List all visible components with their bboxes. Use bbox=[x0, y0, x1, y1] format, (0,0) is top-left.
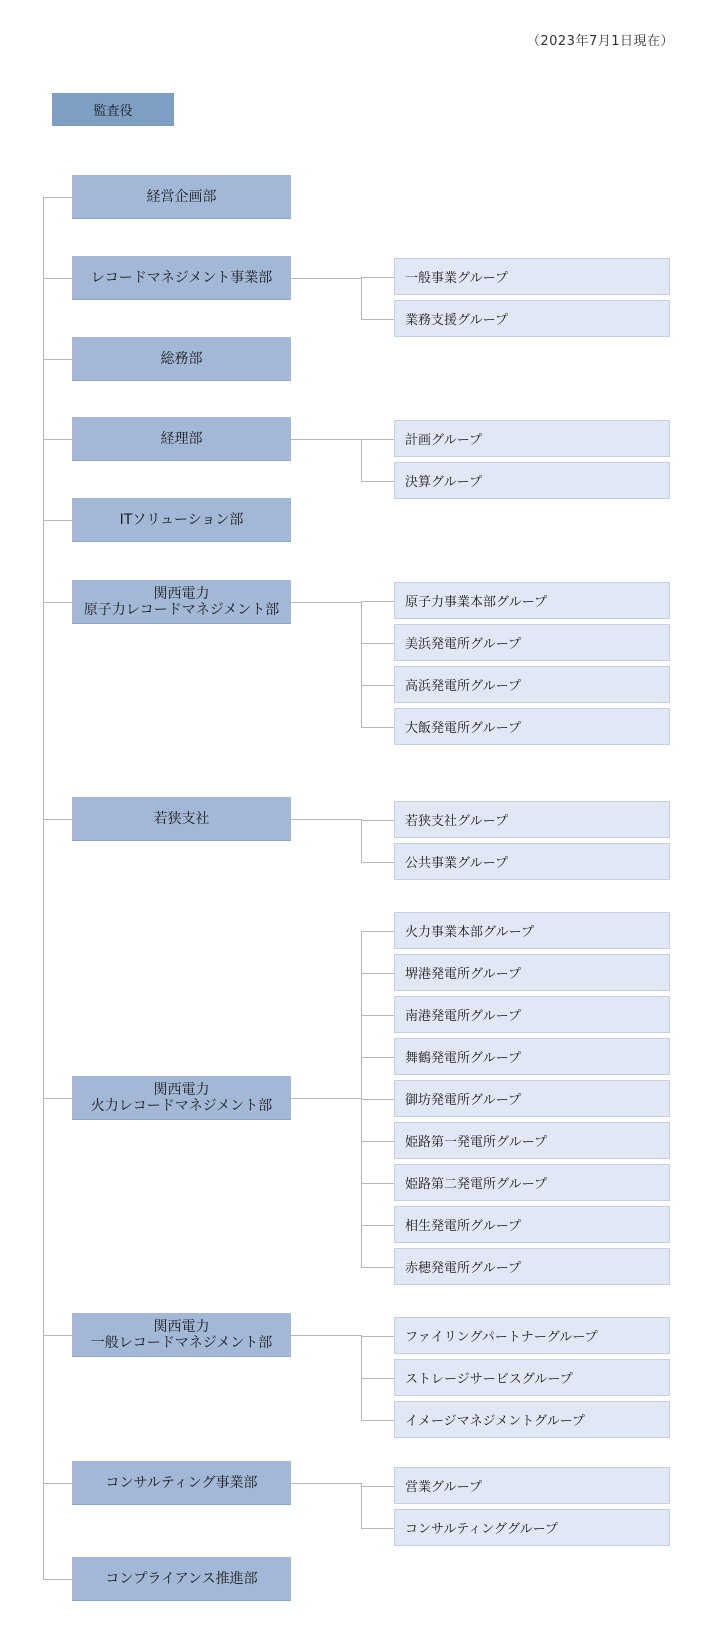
department-label: 経理部 bbox=[160, 430, 203, 447]
group-connector-line bbox=[361, 319, 394, 320]
trunk-branch-line bbox=[43, 520, 72, 521]
group-connector-line bbox=[361, 820, 394, 821]
department-label: 関西電力 bbox=[153, 585, 210, 602]
trunk-branch-line bbox=[43, 197, 72, 198]
group-label: 高浜発電所グループ bbox=[405, 679, 521, 694]
department-label: 関西電力 bbox=[153, 1081, 210, 1098]
group-box bbox=[394, 624, 670, 661]
group-connector-line bbox=[361, 727, 394, 728]
trunk-branch-line bbox=[43, 439, 72, 440]
group-connector-line bbox=[361, 1225, 394, 1226]
group-label: 営業グループ bbox=[405, 1480, 482, 1495]
auditor-box bbox=[52, 93, 174, 126]
group-label: ファイリングパートナーグループ bbox=[405, 1330, 598, 1345]
group-box bbox=[394, 1467, 670, 1504]
group-label: 公共事業グループ bbox=[405, 856, 508, 871]
group-connector-line bbox=[361, 601, 394, 602]
group-bus-line bbox=[361, 601, 362, 728]
group-connector-line bbox=[361, 1378, 394, 1379]
group-box bbox=[394, 1164, 670, 1201]
group-connector-line bbox=[361, 973, 394, 974]
group-connector-line bbox=[361, 685, 394, 686]
group-box bbox=[394, 996, 670, 1033]
group-box bbox=[394, 666, 670, 703]
group-bus-line bbox=[361, 439, 362, 482]
group-bus-line bbox=[361, 819, 362, 863]
trunk-branch-line bbox=[43, 819, 72, 820]
department-box bbox=[72, 1557, 291, 1601]
group-label: コンサルティンググループ bbox=[405, 1522, 559, 1537]
group-label: 相生発電所グループ bbox=[405, 1219, 521, 1234]
group-connector-line bbox=[361, 1183, 394, 1184]
auditor-label: 監査役 bbox=[93, 104, 133, 119]
group-box bbox=[394, 1038, 670, 1075]
group-box bbox=[394, 420, 670, 457]
group-box bbox=[394, 300, 670, 337]
department-label: ITソリューション部 bbox=[119, 511, 244, 528]
group-label: 若狭支社グループ bbox=[405, 814, 508, 829]
group-label: 姫路第一発電所グループ bbox=[405, 1135, 547, 1150]
group-connector-line bbox=[361, 1099, 394, 1100]
department-connector-line bbox=[291, 1098, 361, 1099]
department-label: 原子力レコードマネジメント部 bbox=[83, 601, 280, 618]
group-box bbox=[394, 843, 670, 880]
department-box bbox=[72, 1076, 291, 1120]
trunk-branch-line bbox=[43, 1098, 72, 1099]
department-label: 火力レコードマネジメント部 bbox=[90, 1097, 273, 1114]
group-box bbox=[394, 1122, 670, 1159]
group-label: 原子力事業本部グループ bbox=[405, 595, 547, 610]
department-label: レコードマネジメント事業部 bbox=[90, 269, 273, 286]
department-connector-line bbox=[291, 1335, 361, 1336]
group-box bbox=[394, 582, 670, 619]
group-connector-line bbox=[361, 1420, 394, 1421]
department-box bbox=[72, 337, 291, 381]
group-label: 姫路第二発電所グループ bbox=[405, 1177, 547, 1192]
group-label: 南港発電所グループ bbox=[405, 1009, 521, 1024]
department-box bbox=[72, 417, 291, 461]
group-label: 計画グループ bbox=[405, 433, 482, 448]
group-connector-line bbox=[361, 1336, 394, 1337]
group-label: イメージマネジメントグループ bbox=[405, 1414, 585, 1429]
department-connector-line bbox=[291, 439, 361, 440]
department-label: コンサルティング事業部 bbox=[105, 1474, 258, 1491]
group-box bbox=[394, 801, 670, 838]
group-box bbox=[394, 708, 670, 745]
group-label: 赤穂発電所グループ bbox=[405, 1261, 521, 1276]
department-box bbox=[72, 498, 291, 542]
group-connector-line bbox=[361, 1015, 394, 1016]
department-label: 関西電力 bbox=[153, 1318, 210, 1335]
department-label: 若狭支社 bbox=[153, 810, 210, 827]
group-label: 業務支援グループ bbox=[405, 313, 508, 328]
group-label: 堺港発電所グループ bbox=[405, 967, 521, 982]
group-label: ストレージサービスグループ bbox=[405, 1372, 573, 1387]
department-label: 総務部 bbox=[160, 350, 203, 367]
group-box bbox=[394, 1248, 670, 1285]
group-connector-line bbox=[361, 1486, 394, 1487]
trunk-branch-line bbox=[43, 602, 72, 603]
trunk-branch-line bbox=[43, 1579, 72, 1580]
group-box bbox=[394, 1080, 670, 1117]
group-label: 火力事業本部グループ bbox=[405, 925, 534, 940]
group-connector-line bbox=[361, 439, 394, 440]
trunk-branch-line bbox=[43, 1335, 72, 1336]
group-connector-line bbox=[361, 862, 394, 863]
trunk-branch-line bbox=[43, 359, 72, 360]
group-connector-line bbox=[361, 1528, 394, 1529]
group-box bbox=[394, 1206, 670, 1243]
trunk-branch-line bbox=[43, 278, 72, 279]
group-box bbox=[394, 462, 670, 499]
department-box bbox=[72, 1313, 291, 1357]
trunk-branch-line bbox=[43, 1483, 72, 1484]
group-connector-line bbox=[361, 481, 394, 482]
group-box bbox=[394, 258, 670, 295]
group-connector-line bbox=[361, 1057, 394, 1058]
group-box bbox=[394, 1317, 670, 1354]
department-label: 経営企画部 bbox=[146, 188, 217, 205]
trunk-line bbox=[43, 197, 44, 1580]
group-label: 一般事業グループ bbox=[405, 271, 508, 286]
department-box bbox=[72, 175, 291, 219]
group-bus-line bbox=[361, 277, 362, 320]
group-box bbox=[394, 1509, 670, 1546]
as-of-date: （2023年7月1日現在） bbox=[526, 34, 674, 49]
group-connector-line bbox=[361, 277, 394, 278]
group-label: 美浜発電所グループ bbox=[405, 637, 521, 652]
department-box bbox=[72, 256, 291, 300]
group-connector-line bbox=[361, 1141, 394, 1142]
group-connector-line bbox=[361, 643, 394, 644]
department-label: コンプライアンス推進部 bbox=[105, 1570, 258, 1587]
department-connector-line bbox=[291, 602, 361, 603]
group-box bbox=[394, 1401, 670, 1438]
group-box bbox=[394, 1359, 670, 1396]
group-connector-line bbox=[361, 1267, 394, 1268]
group-box bbox=[394, 954, 670, 991]
group-bus-line bbox=[361, 1483, 362, 1529]
group-label: 舞鶴発電所グループ bbox=[405, 1051, 521, 1066]
department-connector-line bbox=[291, 819, 361, 820]
group-label: 決算グループ bbox=[405, 475, 482, 490]
group-box bbox=[394, 912, 670, 949]
department-box bbox=[72, 797, 291, 841]
department-connector-line bbox=[291, 278, 361, 279]
department-label: 一般レコードマネジメント部 bbox=[90, 1334, 273, 1351]
department-connector-line bbox=[291, 1483, 361, 1484]
department-box bbox=[72, 580, 291, 624]
group-label: 大飯発電所グループ bbox=[405, 721, 521, 736]
department-box bbox=[72, 1461, 291, 1505]
group-label: 御坊発電所グループ bbox=[405, 1093, 521, 1108]
group-connector-line bbox=[361, 931, 394, 932]
